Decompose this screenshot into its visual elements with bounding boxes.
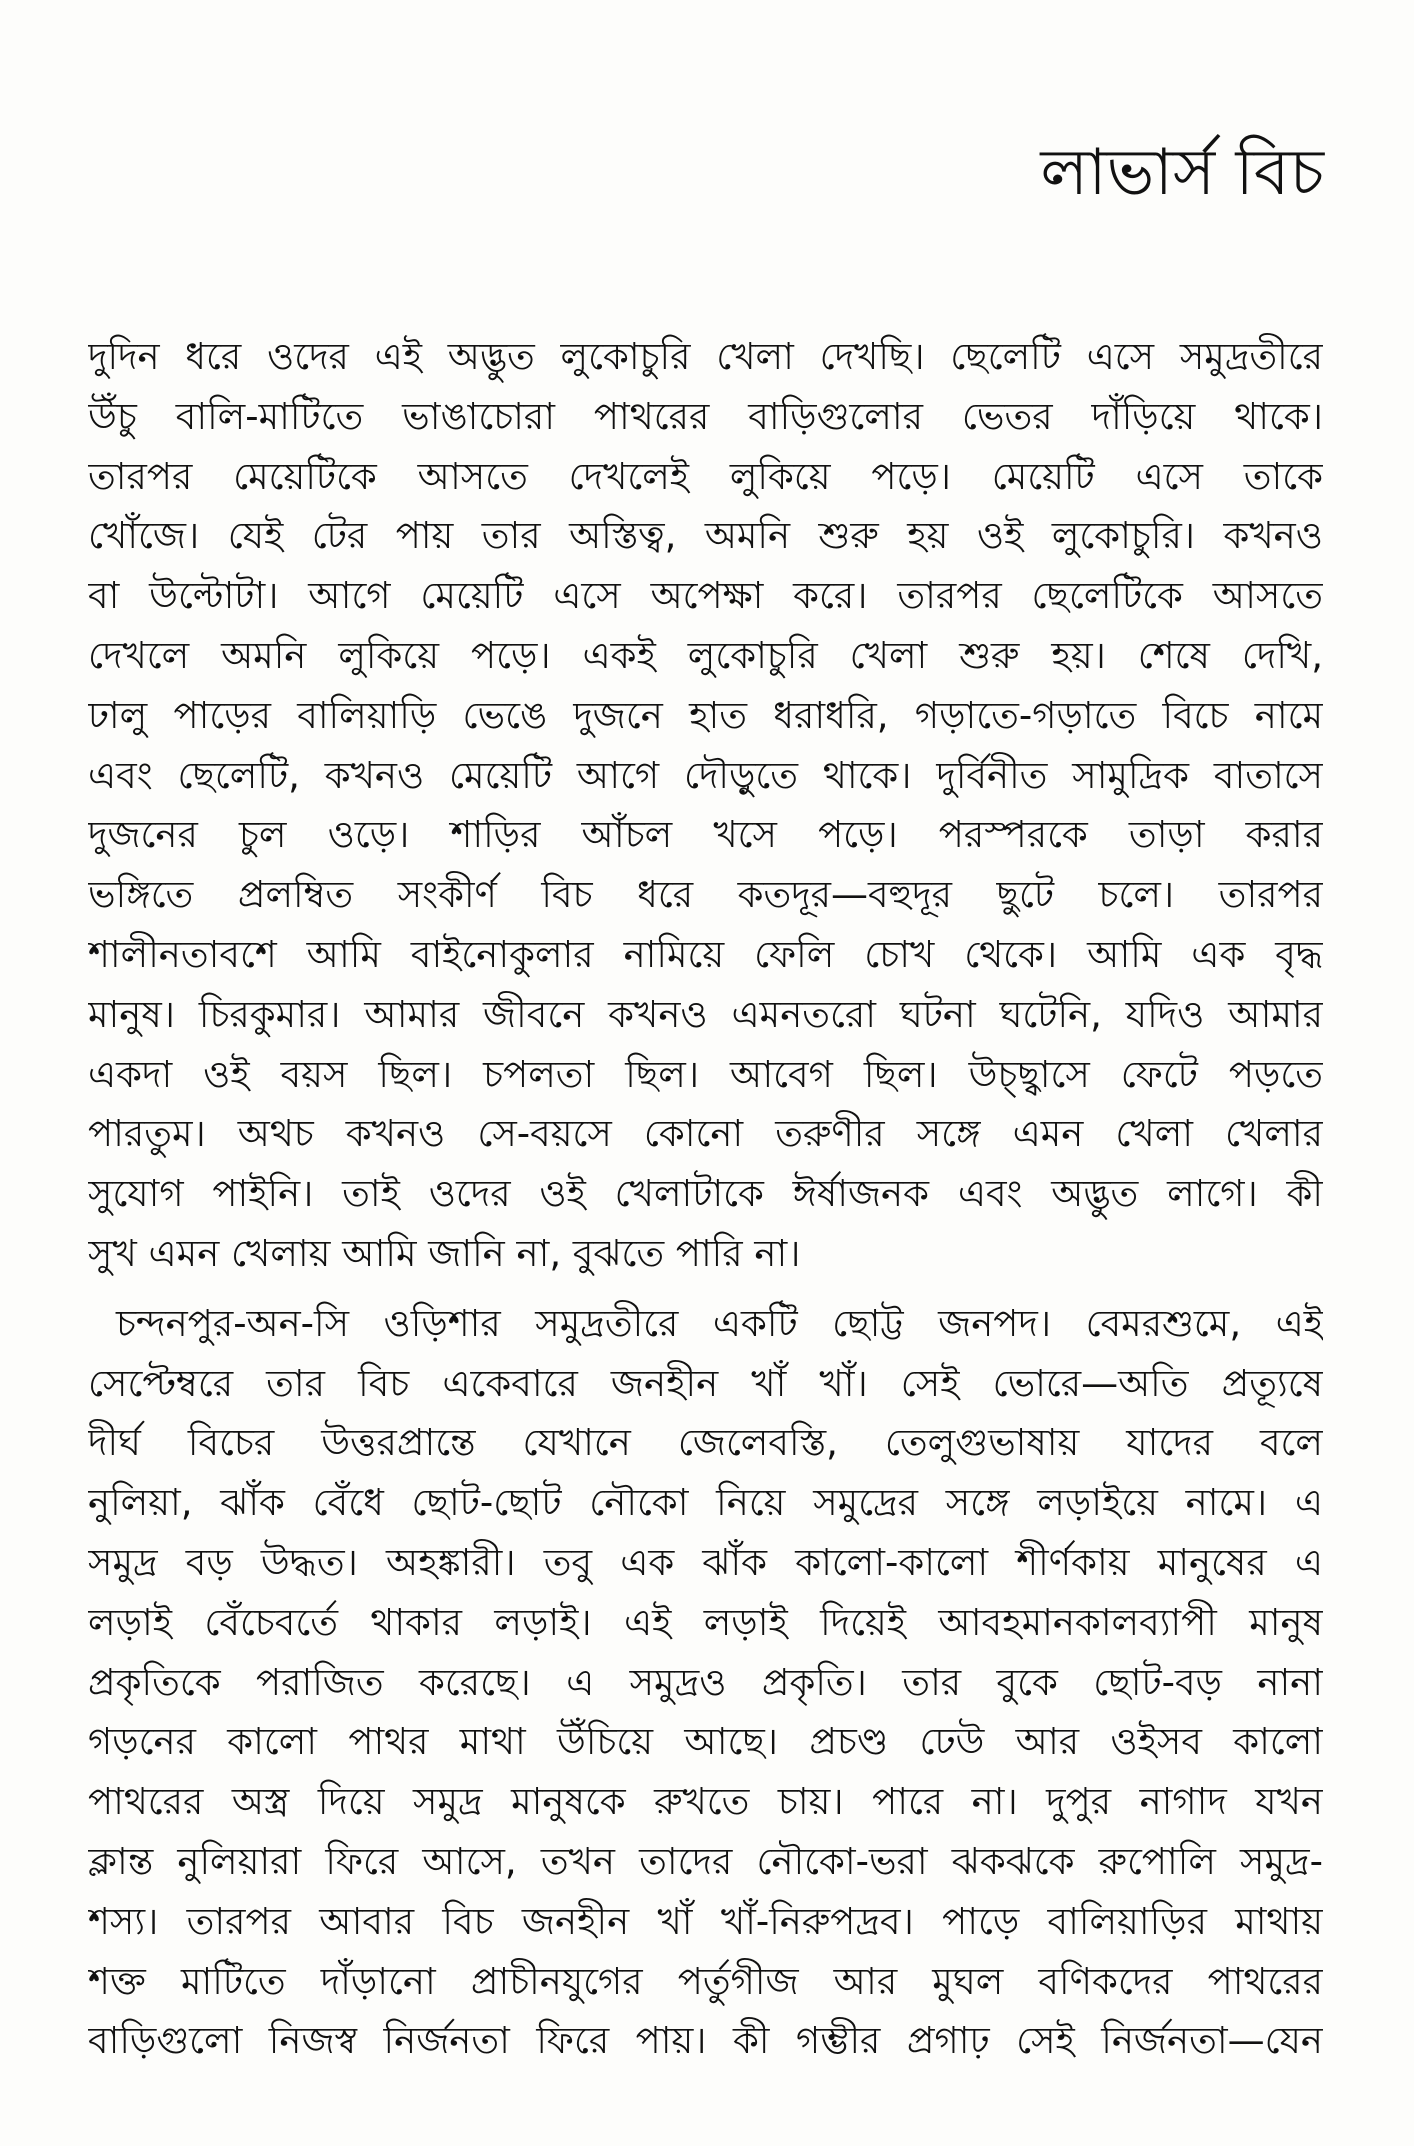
- text-line: ভঙ্গিতে প্রলম্বিত সংকীর্ণ বিচ ধরে কতদূর—বহুদূর ছুটে চলে। তারপর: [88, 873, 1323, 917]
- body-text: [88, 327, 1323, 2071]
- text-line: শস্য। তারপর আবার বিচ জনহীন খাঁ খাঁ-নিরুপদ্রব। পাড়ে বালিয়াড়ির মাথায়: [88, 1899, 1323, 1943]
- text-line: খোঁজে। যেই টের পায় তার অস্তিত্ব, অমনি শুরু হয় ওই লুকোচুরি। কখনও: [88, 514, 1323, 558]
- text-line: সুযোগ পাইনি। তাই ওদের ওই খেলাটাকে ঈর্ষাজনক এবং অদ্ভুত লাগে। কী: [88, 1172, 1323, 1216]
- text-line: সমুদ্র বড় উদ্ধত। অহঙ্কারী। তবু এক ঝাঁক কালো-কালো শীর্ণকায় মানুষের এ: [88, 1540, 1323, 1584]
- text-line: শালীনতাবশে আমি বাইনোকুলার নামিয়ে ফেলি চোখ থেকে। আমি এক বৃদ্ধ: [88, 932, 1323, 976]
- text-line: একদা ওই বয়স ছিল। চপলতা ছিল। আবেগ ছিল। উচ্ছ্বাসে ফেটে পড়তে: [88, 1052, 1323, 1096]
- text-line: বাড়িগুলো নিজস্ব নির্জনতা ফিরে পায়। কী গম্ভীর প্রগাঢ় সেই নির্জনতা—যেন: [88, 2019, 1323, 2063]
- text-line: লড়াই বেঁচেবর্তে থাকার লড়াই। এই লড়াই দিয়েই আবহমানকালব্যাপী মানুষ: [88, 1600, 1323, 1644]
- text-line: সুখ এমন খেলায় আমি জানি না, বুঝতে পারি না।: [88, 1231, 801, 1275]
- text-line: দুজনের চুল ওড়ে। শাড়ির আঁচল খসে পড়ে। পরস্পরকে তাড়া করার: [88, 813, 1323, 857]
- text-line: নুলিয়া, ঝাঁক বেঁধে ছোট-ছোট নৌকো নিয়ে সমুদ্রের সঙ্গে লড়াইয়ে নামে। এ: [88, 1481, 1323, 1525]
- paragraph-1: [88, 327, 1323, 1284]
- paragraph-gap: [88, 1284, 1323, 1294]
- text-line: উঁচু বালি-মাটিতে ভাঙাচোরা পাথরের বাড়িগুলোর ভেতর দাঁড়িয়ে থাকে।: [88, 394, 1323, 438]
- text-line: পারতুম। অথচ কখনও সে-বয়সে কোনো তরুণীর সঙ্গে এমন খেলা খেলার: [88, 1112, 1323, 1156]
- text-line: দেখলে অমনি লুকিয়ে পড়ে। একই লুকোচুরি খেলা শুরু হয়। শেষে দেখি,: [88, 633, 1323, 677]
- text-line: দীর্ঘ বিচের উত্তরপ্রান্তে যেখানে জেলেবস্তি, তেলুগুভাষায় যাদের বলে: [88, 1421, 1323, 1465]
- text-line: ক্লান্ত নুলিয়ারা ফিরে আসে, তখন তাদের নৌকো-ভরা ঝকঝকে রুপোলি সমুদ্র-: [88, 1839, 1323, 1883]
- paragraph-2: [88, 1294, 1323, 2071]
- chapter-title: লাভার্স বিচ: [1040, 136, 1324, 210]
- text-line: ঢালু পাড়ের বালিয়াড়ি ভেঙে দুজনে হাত ধরাধরি, গড়াতে-গড়াতে বিচে নামে: [88, 693, 1323, 737]
- text-line: দুদিন ধরে ওদের এই অদ্ভুত লুকোচুরি খেলা দেখছি। ছেলেটি এসে সমুদ্রতীরে: [88, 335, 1323, 378]
- text-line: এবং ছেলেটি, কখনও মেয়েটি আগে দৌড়ুতে থাকে। দুর্বিনীত সামুদ্রিক বাতাসে: [88, 753, 1323, 797]
- text-line: প্রকৃতিকে পরাজিত করেছে। এ সমুদ্রও প্রকৃতি। তার বুকে ছোট-বড় নানা: [88, 1660, 1323, 1704]
- text-line: বা উল্টোটা। আগে মেয়েটি এসে অপেক্ষা করে। তারপর ছেলেটিকে আসতে: [88, 574, 1323, 618]
- text-line: সেপ্টেম্বরে তার বিচ একেবারে জনহীন খাঁ খাঁ। সেই ভোরে—অতি প্রত্যূষে: [88, 1361, 1323, 1405]
- text-line: তারপর মেয়েটিকে আসতে দেখলেই লুকিয়ে পড়ে। মেয়েটি এসে তাকে: [88, 454, 1323, 498]
- text-line: চন্দনপুর-অন-সি ওড়িশার সমুদ্রতীরে একটি ছোট্ট জনপদ। বেমরশুমে, এই: [116, 1301, 1323, 1345]
- text-line: পাথরের অস্ত্র দিয়ে সমুদ্র মানুষকে রুখতে চায়। পারে না। দুপুর নাগাদ যখন: [88, 1780, 1323, 1824]
- text-line: মানুষ। চিরকুমার। আমার জীবনে কখনও এমনতরো ঘটনা ঘটেনি, যদিও আমার: [88, 992, 1323, 1036]
- text-line: গড়নের কালো পাথর মাথা উঁচিয়ে আছে। প্রচণ্ড ঢেউ আর ওইসব কালো: [88, 1720, 1323, 1764]
- text-line: শক্ত মাটিতে দাঁড়ানো প্রাচীনযুগের পর্তুগীজ আর মুঘল বণিকদের পাথরের: [88, 1959, 1323, 2003]
